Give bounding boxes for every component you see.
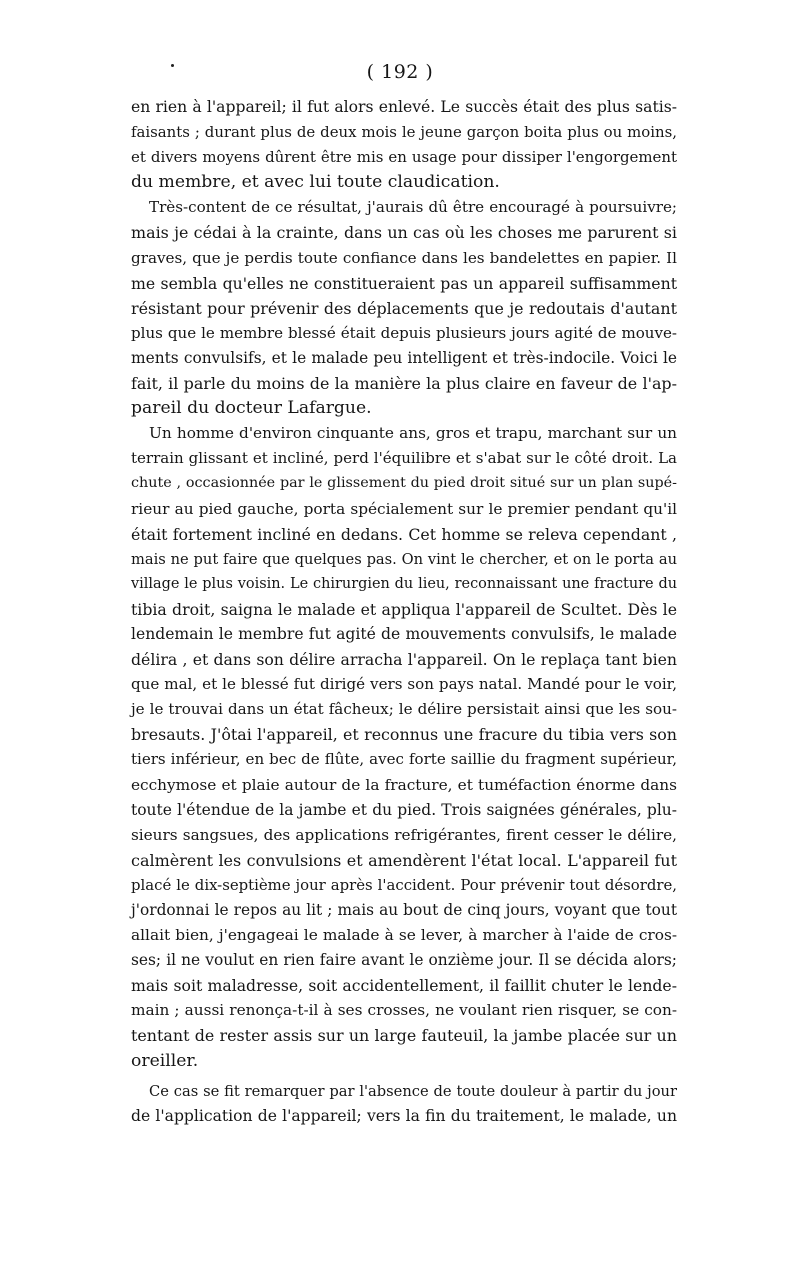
text-line: village le plus voisin. Le chirurgien du lieu, reconnaissant une fracture du <box>131 575 677 592</box>
text-line: lendemain le membre fut agité de mouvements convulsifs, le malade <box>131 624 677 643</box>
text-line: délira , et dans son délire arracha l'appareil. On le replaça tant bien <box>131 650 677 670</box>
text-line: terrain glissant et incliné, perd l'équilibre et s'abat sur le côté droit. La <box>131 449 677 468</box>
page-number: ( 192 ) <box>366 61 434 83</box>
text-line: me sembla qu'elles ne constitueraient pas un appareil suffisamment <box>131 273 677 293</box>
text-line: chute , occasionnée par le glissement du pied droit situé sur un plan supé- <box>131 475 677 492</box>
text-line: sieurs sangsues, des applications refrigérantes, firent cesser le délire, <box>131 825 677 844</box>
text-line: placé le dix-septième jour après l'accident. Pour prévenir tout désordre, <box>131 875 677 894</box>
text-line: main ; aussi renonça-t-il à ses crosses, ne voulant rien risquer, se con- <box>131 1001 677 1020</box>
text-line: Un homme d'environ cinquante ans, gros et trapu, marchant sur un <box>149 424 677 443</box>
text-line: mais je cédai à la crainte, dans un cas où les choses me parurent si <box>131 223 677 243</box>
text-line: Ce cas se fit remarquer par l'absence de toute douleur à partir du jour <box>149 1082 677 1100</box>
text-line: du membre, et avec lui toute claudication. <box>131 172 500 193</box>
text-line: Très-content de ce résultat, j'aurais dû être encouragé à poursuivre; <box>149 198 677 217</box>
body-text <box>131 95 677 1129</box>
text-line: rieur au pied gauche, porta spécialement sur le premier pendant qu'il <box>131 499 677 518</box>
text-line: que mal, et le blessé fut dirigé vers son pays natal. Mandé pour le voir, <box>131 675 677 694</box>
text-line: tiers inférieur, en bec de flûte, avec forte saillie du fragment supérieur, <box>131 750 677 769</box>
text-line: plus que le membre blessé était depuis plusieurs jours agité de mouve- <box>131 323 677 342</box>
text-line: mais soit maladresse, soit accidentellement, il faillit chuter le lende- <box>131 976 677 996</box>
text-line: tentant de rester assis sur un large fauteuil, la jambe placée sur un <box>131 1026 677 1046</box>
text-line: faisants ; durant plus de deux mois le jeune garçon boita plus ou moins, <box>131 123 677 142</box>
text-line: de l'application de l'appareil; vers la fin du traitement, le malade, un <box>131 1106 677 1125</box>
text-line: ses; il ne voulut en rien faire avant le onzième jour. Il se décida alors; <box>131 951 677 970</box>
text-line: oreiller. <box>131 1050 199 1071</box>
text-line: était fortement incliné en dedans. Cet homme se releva cependant , <box>131 524 677 544</box>
text-line: tibia droit, saigna le malade et appliqua l'appareil de Scultet. Dès le <box>131 599 677 619</box>
text-line: calmèrent les convulsions et amendèrent l'état local. L'appareil fut <box>131 850 677 870</box>
text-line: ments convulsifs, et le malade peu intelligent et très-indocile. Voici le <box>131 348 677 367</box>
text-line: allait bien, j'engageai le malade à se lever, à marcher à l'aide de cros- <box>131 926 677 945</box>
text-line: résistant pour prévenir des déplacements que je redoutais d'autant <box>131 298 677 318</box>
text-line: en rien à l'appareil; il fut alors enlevé. Le succès était des plus satis- <box>131 98 677 116</box>
text-line: toute l'étendue de la jambe et du pied. Trois saignées générales, plu- <box>131 800 677 819</box>
text-line: pareil du docteur Lafargue. <box>131 398 372 419</box>
text-line: et divers moyens dûrent être mis en usage pour dissiper l'engorgement <box>131 148 677 167</box>
text-line: bresauts. J'ôtai l'appareil, et reconnus une fracure du tibia vers son <box>131 725 677 745</box>
text-line: j'ordonnai le repos au lit ; mais au bout de cinq jours, voyant que tout <box>131 901 677 919</box>
text-line: mais ne put faire que quelques pas. On vint le chercher, et on le porta au <box>131 550 677 568</box>
text-line: ecchymose et plaie autour de la fracture, et tuméfaction énorme dans <box>131 775 677 794</box>
text-line: graves, que je perdis toute confiance dans les bandelettes en papier. Il <box>131 248 677 267</box>
text-line: fait, il parle du moins de la manière la plus claire en faveur de l'ap- <box>131 374 677 394</box>
text-line: je le trouvai dans un état fâcheux; le délire persistait ainsi que les sou- <box>131 700 677 719</box>
